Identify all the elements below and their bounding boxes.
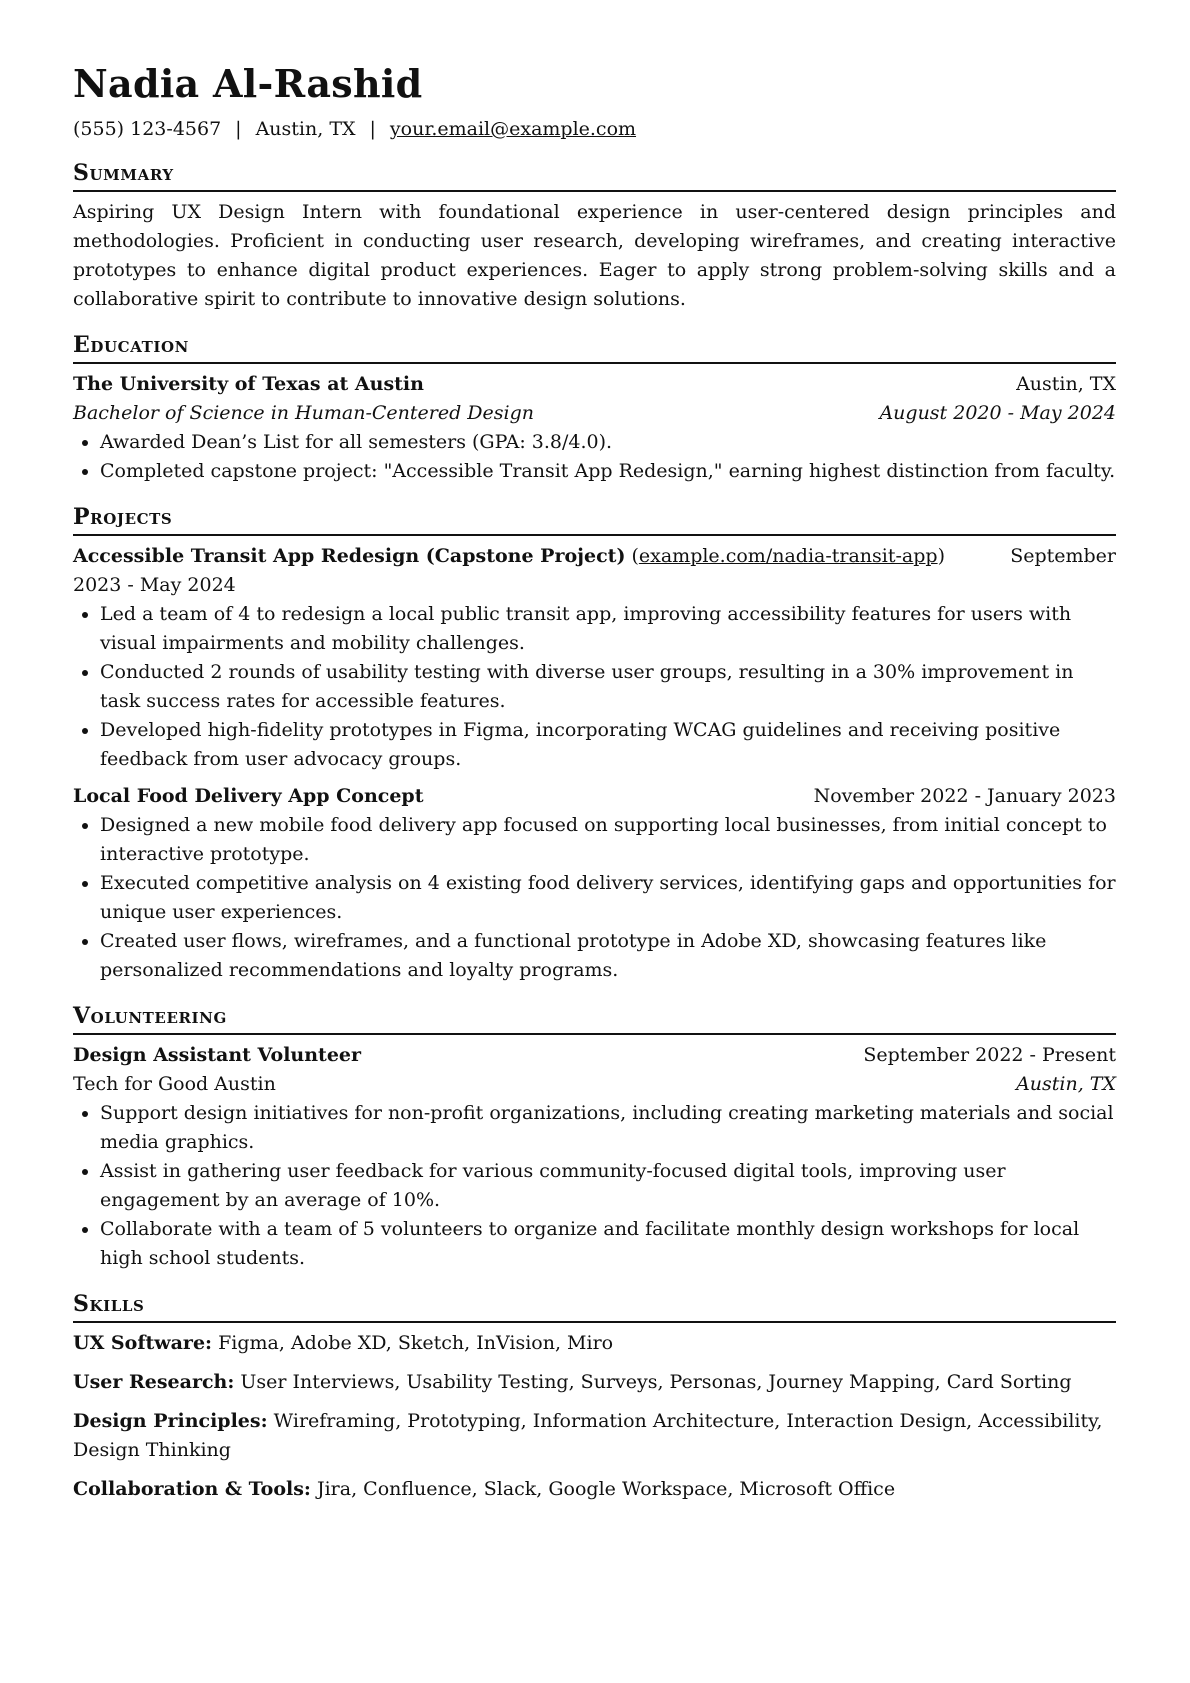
list-item: • Developed high-fidelity prototypes in Figma, incorporating WCAG guidelines and receiving positive feedback from user advocacy groups.	[100, 716, 1116, 774]
volunteer-location: Austin, TX	[1016, 1073, 1116, 1095]
section-title-volunteering: Volunteering	[73, 1001, 1116, 1035]
section-title-projects: Projects	[73, 502, 1116, 536]
project-bullets	[73, 811, 1116, 985]
education-subheader	[73, 399, 1116, 428]
list-item: • Created user flows, wireframes, and a functional prototype in Adobe XD, showcasing features like personalized recommendations and loyalty programs.	[100, 927, 1116, 985]
project-name: Accessible Transit App Redesign (Capstone Project)	[73, 545, 626, 567]
skill-value: User Interviews, Usability Testing, Surveys, Personas, Journey Mapping, Card Sorting	[240, 1371, 1072, 1393]
list-item: • Completed capstone project: "Accessible Transit App Redesign," earning highest distinction from faculty.	[100, 457, 1116, 486]
project-bullets	[73, 600, 1116, 774]
list-item: • Support design initiatives for non-profit organizations, including creating marketing materials and social media graphics.	[100, 1099, 1116, 1157]
volunteer-org: Tech for Good Austin	[73, 1073, 276, 1095]
volunteer-header	[73, 1041, 1116, 1070]
contact-line	[73, 116, 1116, 142]
list-item: • Awarded Dean’s List for all semesters (GPA: 3.8/4.0).	[100, 428, 1116, 457]
location: Austin, TX	[255, 118, 356, 140]
skill-line	[73, 1475, 1116, 1504]
project-dates: November 2022 - January 2023	[813, 785, 1116, 807]
list-item: • Executed competitive analysis on 4 existing food delivery services, identifying gaps and opportunities for unique user experiences.	[100, 869, 1116, 927]
skill-label: UX Software:	[73, 1332, 213, 1354]
summary-text: Aspiring UX Design Intern with foundational experience in user-centered design principles and methodologies. Proficient in conducting user research, developing wireframes, and creating interactive prototypes to enhance digital product experiences. Eager to apply strong problem-solving skills and a collaborative spirit to contribute to innovative design solutions.	[73, 201, 1116, 310]
section-title-skills: Skills	[73, 1289, 1116, 1323]
skill-label: Design Principles:	[73, 1410, 268, 1432]
project-header: Accessible Transit App Redesign (Capstone Project) (example.com/nadia-transit-app) September 2023 - May 2024	[73, 542, 1116, 600]
list-item: • Conducted 2 rounds of usability testing with diverse user groups, resulting in a 30% improvement in task success rates for accessible features.	[100, 658, 1116, 716]
volunteer-bullets	[73, 1099, 1116, 1273]
section-title-summary: Summary	[73, 158, 1116, 192]
skill-label: Collaboration & Tools:	[73, 1478, 311, 1500]
project-name: Local Food Delivery App Concept	[73, 785, 424, 807]
separator: |	[369, 118, 376, 140]
project-dates-start: September	[1010, 545, 1116, 567]
volunteer-subheader	[73, 1070, 1116, 1099]
education-header	[73, 370, 1116, 399]
skill-label: User Research:	[73, 1371, 235, 1393]
skill-line	[73, 1407, 1116, 1465]
separator: |	[235, 118, 242, 140]
skill-value: Figma, Adobe XD, Sketch, InVision, Miro	[218, 1332, 614, 1354]
project-link[interactable]: example.com/nadia-transit-app	[638, 545, 938, 567]
list-item: • Collaborate with a team of 5 volunteers to organize and facilitate monthly design workshops for local high school students.	[100, 1215, 1116, 1273]
skill-line	[73, 1329, 1116, 1358]
candidate-name: Nadia Al-Rashid	[73, 61, 423, 106]
list-item: • Assist in gathering user feedback for various community-focused digital tools, improving user engagement by an average of 10%.	[100, 1157, 1116, 1215]
phone: (555) 123-4567	[73, 118, 222, 140]
skill-value: Jira, Confluence, Slack, Google Workspace, Microsoft Office	[316, 1478, 896, 1500]
volunteer-dates: September 2022 - Present	[863, 1044, 1116, 1066]
section-title-education: Education	[73, 330, 1116, 364]
education-bullets	[73, 428, 1116, 486]
volunteer-role: Design Assistant Volunteer	[73, 1044, 362, 1066]
project-dates-end: 2023 - May 2024	[73, 574, 236, 596]
project-header	[73, 782, 1116, 811]
skill-value: Wireframing, Prototyping, Information Architecture, Interaction Design, Accessibility, Design Thinking	[73, 1410, 1103, 1461]
email-link[interactable]: your.email@example.com	[389, 118, 637, 140]
list-item: • Led a team of 4 to redesign a local public transit app, improving accessibility features for users with visual impairments and mobility challenges.	[100, 600, 1116, 658]
school-location: Austin, TX	[1016, 373, 1116, 395]
list-item: • Designed a new mobile food delivery app focused on supporting local businesses, from initial concept to interactive prototype.	[100, 811, 1116, 869]
education-dates: August 2020 - May 2024	[879, 402, 1116, 424]
degree: Bachelor of Science in Human-Centered Design	[73, 402, 534, 424]
school-name: The University of Texas at Austin	[73, 373, 424, 395]
skill-line	[73, 1368, 1116, 1397]
